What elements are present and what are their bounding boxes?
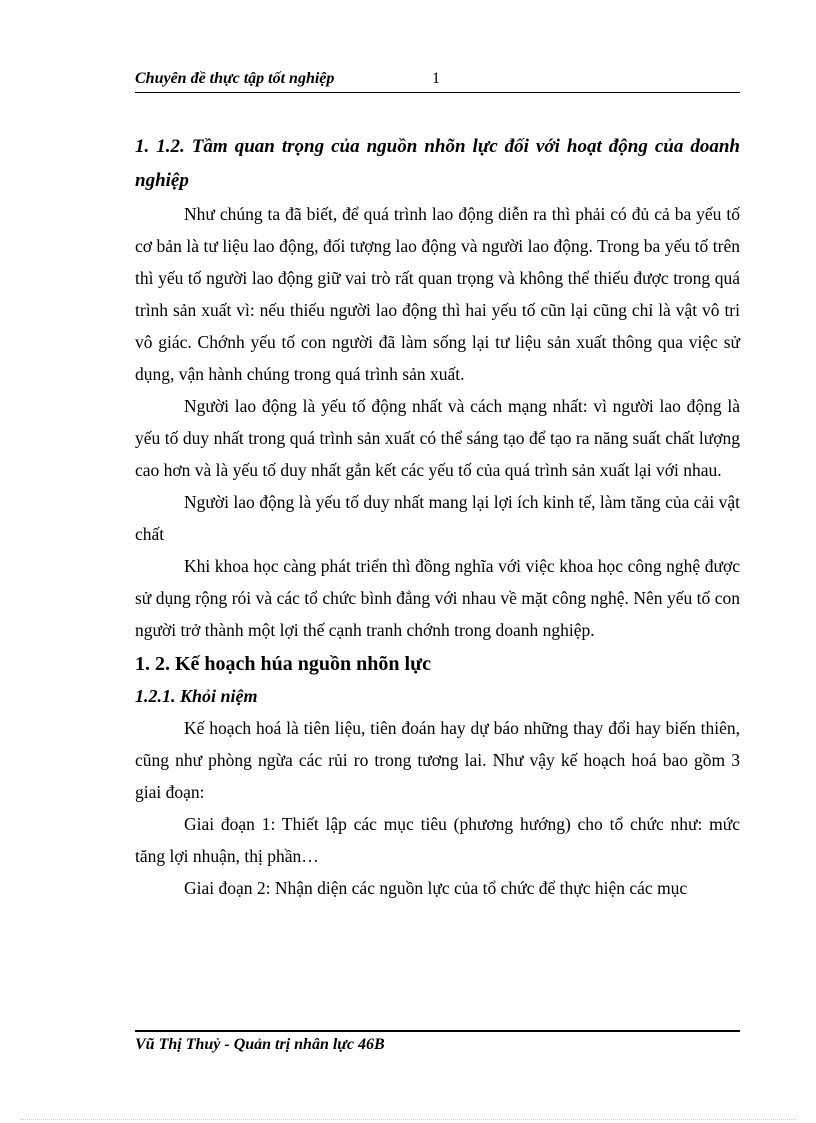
footer-text: Vũ Thị Thuỷ - Quản trị nhân lực 46B: [135, 1036, 385, 1053]
paragraph: Người lao động là yếu tố động nhất và cách mạng nhất: vì người lao động là yếu tố duy nhất trong quá trình sản xuất có thể sáng tạo để tạo ra năng suất chất lượng cao hơn và là yếu tố duy nhất gắn kết các yếu tố của quá trình sản xuất lại với nhau.: [135, 396, 740, 480]
heading-main: 1. 1.2. Tầm quan trọng của nguồn nhõn lực đối với hoạt động của doanh nghiệp: [135, 136, 740, 191]
heading-subsection: 1.2.1. Khỏi niệm: [135, 686, 258, 706]
header-title: Chuyên đề thực tập tốt nghiệp: [135, 70, 335, 87]
paragraph: Kế hoạch hoá là tiên liệu, tiên đoán hay dự báo những thay đổi hay biến thiên, cũng như phòng ngừa các rủi ro trong tương lai. Như vậy kế hoạch hoá bao gồm 3 giai đoạn:: [135, 718, 740, 802]
page-number: 1: [432, 70, 440, 87]
paragraph: Giai đoạn 2: Nhận diện các nguồn lực của tổ chức để thực hiện các mục: [184, 878, 688, 898]
paragraph: Như chúng ta đã biết, để quá trình lao động diễn ra thì phải có đủ cả ba yếu tố cơ bản là tư liệu lao động, đối tượng lao động và người lao động. Trong ba yếu tố trên thì yếu tố người lao động giữ vai trò rất quan trọng và không thể thiếu được trong quá trình sản xuất vì: nếu thiếu người lao động thì hai yếu tố cũn lại cũng chỉ là vật vô tri vô giác. Chớnh yếu tố con người đã làm sống lại tư liệu sản xuất thông qua việc sử dụng, vận hành chúng trong quá trình sản xuất.: [135, 204, 740, 384]
page-header: [135, 66, 740, 93]
paragraph: Giai đoạn 1: Thiết lập các mục tiêu (phương hướng) cho tổ chức như: mức tăng lợi nhuận, thị phần…: [135, 814, 740, 866]
paragraph: Khi khoa học càng phát triển thì đồng nghĩa với việc khoa học công nghệ được sử dụng rộng rói và các tổ chức bình đẳng với nhau về mặt công nghệ. Nên yếu tố con người trở thành một lợi thế cạnh tranh chớnh trong doanh nghiệp.: [135, 556, 740, 640]
page-footer: [135, 1030, 740, 1053]
page-bottom-divider: [20, 1119, 796, 1120]
document-body: [135, 130, 740, 904]
heading-section: 1. 2. Kế hoạch húa nguồn nhõn lực: [135, 653, 431, 675]
paragraph: Người lao động là yếu tố duy nhất mang lại lợi ích kinh tế, làm tăng của cải vật chất: [135, 492, 740, 544]
